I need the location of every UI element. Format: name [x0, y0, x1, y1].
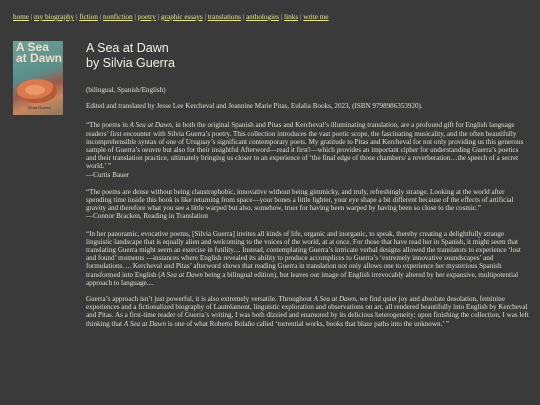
review-book-title: A Sea at Dawn,: [129, 121, 174, 130]
nav-link-nonfiction[interactable]: nonfiction: [103, 13, 133, 21]
nav-link-poetry[interactable]: poetry: [137, 13, 156, 21]
review-paragraph: [86, 295, 530, 328]
review-quote: [86, 121, 530, 170]
book-languages: (bilingual, Spanish/English): [86, 86, 166, 94]
review-book-title: A Sea at Dawn: [160, 270, 203, 279]
nav-link-links[interactable]: links: [284, 13, 299, 21]
top-navigation: [13, 12, 533, 22]
review-attribution: —Connor Bracken, Reading in Translation: [86, 212, 208, 221]
nav-separator: |: [134, 13, 136, 21]
book-cover-image: [13, 41, 63, 115]
review-text: in both the original Spanish and Pitas and Kercheval’s illuminating translation, are a profound gift for English language readers’ first encounter with Silvia Guerra’s poetry. This collection introduces the vast poetic scope, the fascinating musicality, and the often beautifully incomprehensible syntax of one of Uruguay’s significant contemporary poets. My gratitude to Pitas and Kercheval for not only providing us this generous sample of Guerra’s oeuvre but also for their insightful Afterword—read it first!—which provides an important cipher for understanding Guerra’s poetics and their translation practice, ultimately bringing us closer to an experience of ‘the final edge of those chambers/ a reverberation…the speech of a secret world.’ ”: [86, 121, 524, 171]
nav-separator: |: [30, 13, 33, 21]
nav-link-translations[interactable]: translations: [207, 13, 241, 21]
nav-link-home[interactable]: home: [13, 13, 29, 21]
nav-separator: |: [157, 13, 160, 21]
nav-link-my-biography[interactable]: my biography: [34, 13, 75, 21]
nav-separator: |: [299, 13, 302, 21]
nav-link-fiction[interactable]: fiction: [79, 13, 98, 21]
review-text: “The poems in: [86, 121, 130, 130]
nav-separator: |: [242, 13, 245, 21]
nav-separator: |: [280, 13, 283, 21]
review-book-title: A Sea at Dawn: [123, 319, 167, 328]
review-book-title: A Sea at Dawn: [313, 295, 356, 304]
nav-link-write-me[interactable]: write me: [303, 13, 329, 21]
book-heading: [86, 41, 175, 71]
review-quote: [86, 188, 530, 213]
book-edition-info: Edited and translated by Jesse Lee Kercheval and Jeannine Marie Pitas, Eulalia Books, 2023, (ISBN 9798986353920).: [86, 102, 423, 111]
review-text: “In her panoramic, evocative poems, [Silvia Guerra] invites all kinds of life, organic and inorganic, to speak, thereby creating a delightfully strange linguistic landscape that is equally alien and welcoming to the voices of the world, at at once. For those that have read her in Spanish, it might seem that translating Guerra might seem an exercise in futility.... Instead, contemplating Guerra’s intricate verbal designs allowed the translators to experience ‘lost and found’ moments —instances where English revealed its ability to produce accomplices to Guerra’s ‘extremely innovative soundscapes’ and formulations. ... Kercheval and Pitas’ afterword shows that reading Guerra in translation not only allows one to experience her mysterious Spanish transformed into English (: [86, 229, 521, 279]
nav-separator: |: [204, 13, 206, 21]
book-description: [86, 86, 530, 336]
cover-illustration-highlight: [25, 85, 45, 95]
review-text: , we find quiet joy and absolute desolation, feminine experiences and a fictionalized biography of Lautréamont, linguistic exploration and observations on art, all rendered beautifully into English by Kercheval and Pitas. As a first-time reader of Guerra’s writing, I was both dizzied and enamored by its delicious heterogeneity; upon finishing the collection, I was left thinking that: [86, 295, 529, 328]
cover-title: A Sea at Dawn: [16, 41, 63, 65]
review-attribution: —Curtis Bauer: [86, 170, 130, 179]
review-text: “The poems are dense without being claustrophobic, innovative without being gimmicky, and truly, refreshingly strange. Looking at the world after spending time inside this book is like returning from space—your bones a little lighter, your eye shape a bit different because of the effects of artificial gravity and therefore what you see a little warped but also, somehow, truer for having been warped by having been so close to the cosmic.”: [86, 187, 514, 213]
review-text: being a bilingual edition), but leaves our image of English irrevocably altered by her expansive, multipotential approach to language....: [86, 270, 519, 287]
nav-link-anthologies[interactable]: anthologies: [245, 13, 280, 21]
review-text: is one of what Roberto Bolaño called ‘torrential works, books that blaze paths into the unknown.’ ”: [166, 319, 450, 328]
review-text: Guerra’s approach isn’t just powerful, it is also extremely versatile. Throughout: [86, 295, 314, 304]
book-byline: by Silvia Guerra: [86, 56, 175, 70]
book-title: A Sea at Dawn: [86, 41, 169, 55]
review-paragraph: [86, 230, 530, 287]
nav-separator: |: [75, 13, 78, 21]
cover-author: Silvia Guerra: [27, 105, 51, 110]
nav-separator: |: [99, 13, 102, 21]
nav-link-graphic-essays[interactable]: graphic essays: [161, 13, 203, 21]
